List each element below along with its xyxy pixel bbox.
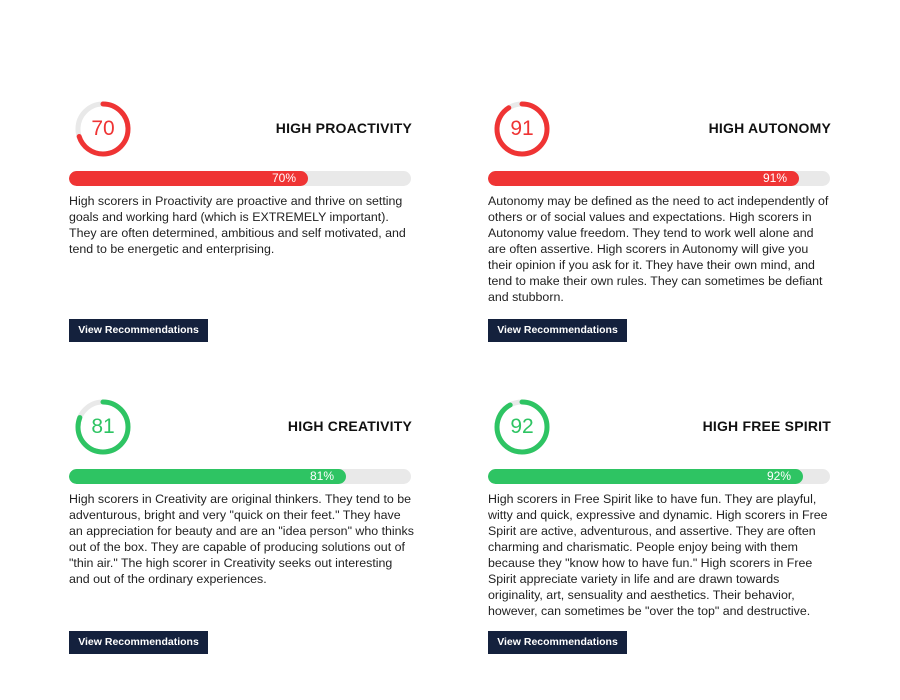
score-number: 91: [510, 117, 534, 140]
score-bar: [488, 171, 830, 186]
score-bar-label: 70%: [271, 171, 296, 185]
score-number: 70: [91, 117, 115, 140]
score-bar: [488, 469, 830, 484]
view-recommendations-button[interactable]: View Recommendations: [488, 319, 627, 342]
trait-title: HIGH FREE SPIRIT: [702, 418, 831, 434]
score-bar-label: 81%: [309, 469, 334, 483]
trait-description: High scorers in Creativity are original thinkers. They tend to be adventurous, bright and very "quick on their feet." They have an appreciation for beauty and are an "idea person" who thinks out of the box. They are capable of producing solutions out of "thin air." The high scorer in Creativity seeks out interesting and out of the ordinary experiences.: [69, 492, 414, 586]
view-recommendations-button[interactable]: View Recommendations: [488, 631, 627, 654]
score-bar-label: 92%: [766, 469, 791, 483]
trait-description: High scorers in Proactivity are proactive and thrive on setting goals and working hard (which is EXTREMELY important). They are often determined, ambitious and self motivated, and tend to be energetic and enterprising.: [69, 194, 406, 256]
score-number: 92: [510, 415, 534, 438]
score-bar: [69, 469, 411, 484]
trait-title: HIGH PROACTIVITY: [275, 120, 412, 136]
score-gauge: [493, 100, 551, 158]
score-bar: [69, 171, 411, 186]
score-bar-label: 91%: [762, 171, 787, 185]
trait-title: HIGH CREATIVITY: [287, 418, 412, 434]
score-gauge: [493, 398, 551, 456]
score-number: 81: [91, 415, 115, 438]
trait-title: HIGH AUTONOMY: [708, 120, 831, 136]
trait-description: High scorers in Free Spirit like to have fun. They are playful, witty and quick, expressive and dynamic. High scorers in Free Spirit are active, adventurous, and assertive. They are often charming and charismatic. People enjoy being with them because they "know how to have fun." High scorers in Free Spirit appreciate variety in life and are drawn towards originality, art, sensuality and aesthetics. Their behavior, however, can sometimes be "over the top" and destructive.: [488, 492, 828, 618]
view-recommendations-button[interactable]: View Recommendations: [69, 631, 208, 654]
view-recommendations-button[interactable]: View Recommendations: [69, 319, 208, 342]
score-gauge: [74, 100, 132, 158]
score-gauge: [74, 398, 132, 456]
trait-description: Autonomy may be defined as the need to act independently of others or of social values and expectations. High scorers in Autonomy value freedom. They tend to work well alone and are often assertive. High scorers in Autonomy will give you their opinion if you ask for it. They have their own mind, and tend to make their own rules. They can sometimes be defiant and stubborn.: [488, 194, 829, 304]
